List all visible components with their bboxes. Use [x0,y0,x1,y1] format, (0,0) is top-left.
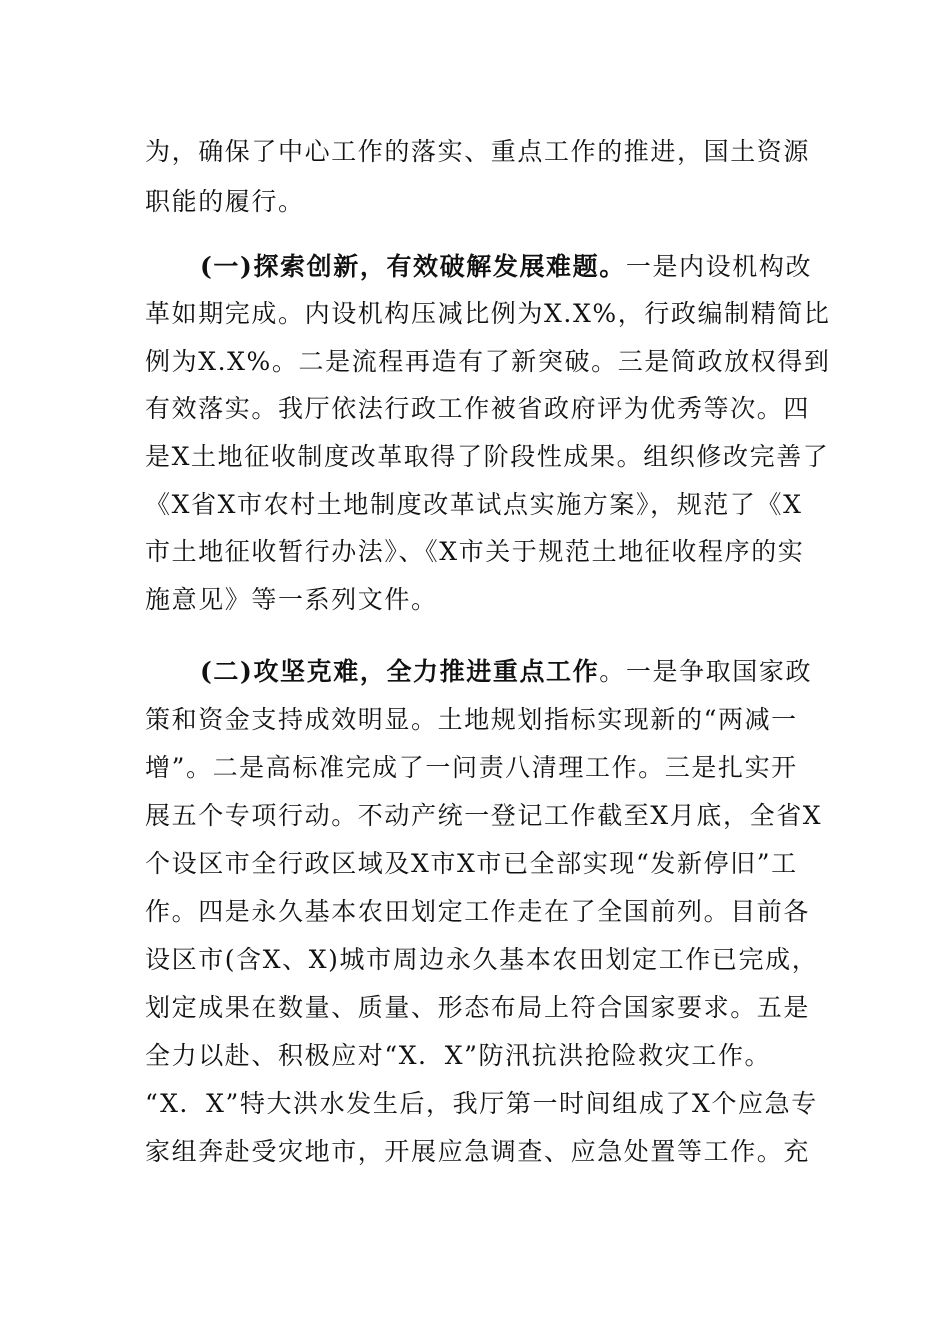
paragraph-2-line-2: 革如期完成。内设机构压减比例为X.X%，行政编制精简比 [145,299,831,328]
paragraph-3-line-4: 展五个专项行动。不动产统一登记工作截至X月底，全省X [145,801,823,830]
paragraph-3-line-8: 划定成果在数量、质量、形态布局上符合国家要求。五是 [145,993,811,1022]
paragraph-2-line-3: 例为X.X%。二是流程再造有了新突破。三是简政放权得到 [145,347,831,376]
paragraph-2-line-6: 《X省X市农村土地制度改革试点实施方案》，规范了《X [145,490,803,519]
paragraph-3-line-11: 家组奔赴受灾地市，开展应急调查、应急处置等工作。充 [145,1137,811,1166]
paragraph-3-line-2: 策和资金支持成效明显。土地规划指标实现新的“两减一 [145,705,798,734]
paragraph-3-first-line [200,656,870,688]
section-heading-1: (一)探索创新，有效破解发展难题。 [200,252,626,281]
paragraph-2-line-4: 有效落实。我厅依法行政工作被省政府评为优秀等次。四 [145,394,811,423]
paragraph-3-line-5: 个设区市全行政区域及X市X市已全部实现“发新停旧”工 [145,849,798,878]
paragraph-3-line-7: 设区市(含X、X)城市周边永久基本农田划定工作已完成， [145,945,819,974]
section-heading-2: (二)攻坚克难，全力推进重点工作 [200,657,600,686]
paragraph-3-line-1: 。一是争取国家政 [599,657,813,686]
paragraph-2-line-5: 是X土地征收制度改革取得了阶段性成果。组织修改完善了 [145,442,830,471]
paragraph-3-line-9: 全力以赴、积极应对“X．X”防汛抗洪抢险救灾工作。 [145,1041,772,1070]
paragraph-2-line-1: 一是内设机构改 [625,252,813,281]
paragraph-3-line-3: 增”。二是高标准完成了一问责八清理工作。三是扎实开 [145,753,798,782]
paragraph-3-line-6: 作。四是永久基本农田划定工作走在了全国前列。目前各 [145,897,811,926]
paragraph-3-line-10: “X．X”特大洪水发生后，我厅第一时间组成了X个应急专 [145,1089,818,1118]
paragraph-1-line-1: 为，确保了中心工作的落实、重点工作的推进，国土资源 [145,137,811,166]
paragraph-2-line-8: 施意见》等一系列文件。 [145,585,438,614]
paragraph-1-line-2: 职能的履行。 [145,187,305,216]
paragraph-2-first-line [200,251,870,283]
paragraph-2-line-7: 市土地征收暂行办法》、《X市关于规范土地征收程序的实 [145,537,805,566]
